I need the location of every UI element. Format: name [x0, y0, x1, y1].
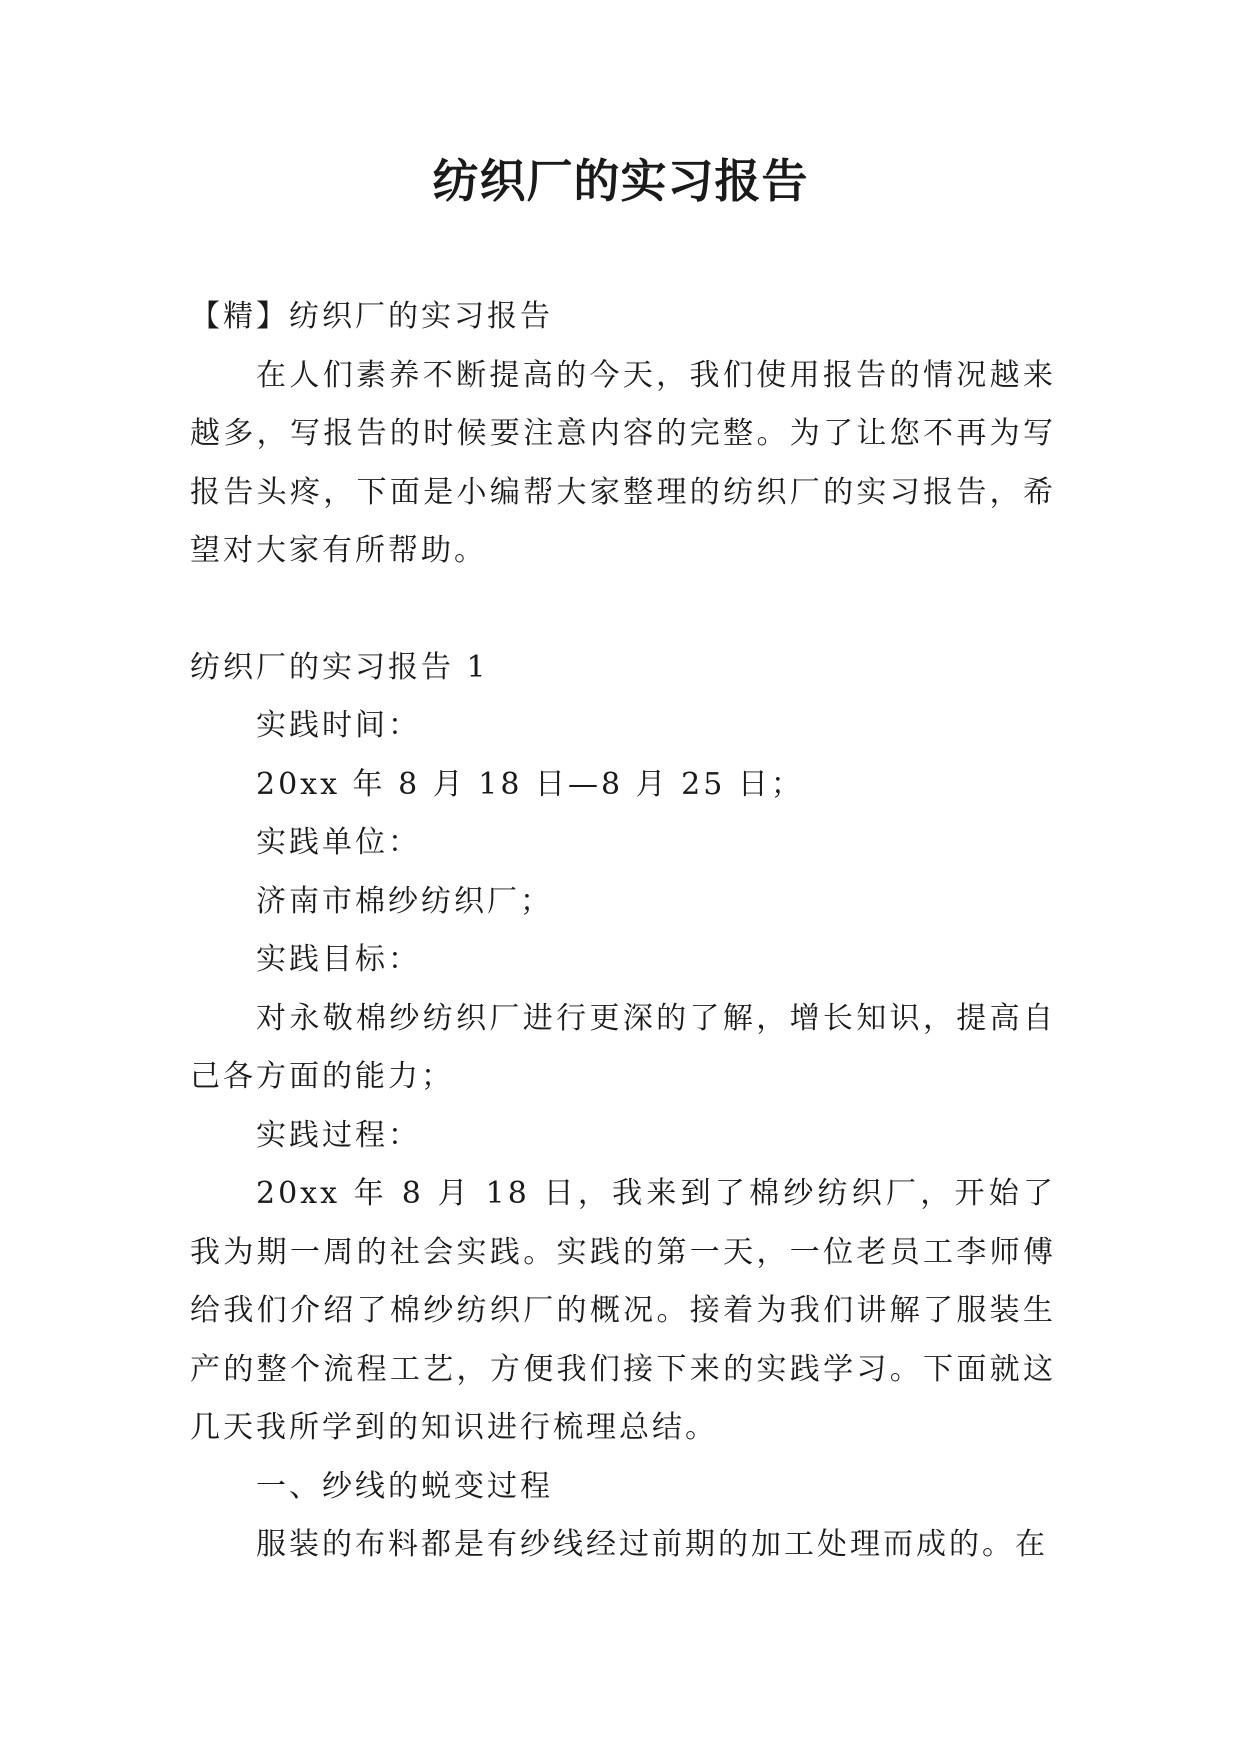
document-subtitle: 【精】纺织厂的实习报告 [190, 299, 553, 334]
part-one-heading: 一、纱线的蜕变过程 [256, 1468, 553, 1504]
section-heading: 纺织厂的实习报告 1 [190, 649, 489, 685]
page-title: 纺织厂的实习报告 [432, 154, 809, 208]
practice-goal-paragraph: 对永敬棉纱纺织厂进行更深的了解，增长知识，提高自己各方面的能力； [190, 1000, 1056, 1094]
practice-process-label: 实践过程： [256, 1117, 421, 1153]
practice-time-value: 20xx 年 8 月 18 日—8 月 25 日； [256, 766, 804, 802]
part-one-paragraph: 服装的布料都是有纱线经过前期的加工处理而成的。在 [256, 1527, 1048, 1562]
practice-goal-label: 实践目标： [256, 942, 421, 977]
practice-process-paragraph: 20xx 年 8 月 18 日，我来到了棉纱纺织厂，开始了我为期一周的社会实践。实践的第一天，一位老员工李师傅给我们介绍了棉纱纺织厂的概况。接着为我们讲解了服装生产的整个流程工艺，方便我们接下来的实践学习。下面就这几天我所学到的知识进行梳理总结。 [190, 1176, 1056, 1445]
paragraph-spacer [190, 581, 1056, 639]
intro-paragraph: 在人们素养不断提高的今天，我们使用报告的情况越来越多，写报告的时候要注意内容的完整。为了让您不再为写报告头疼，下面是小编帮大家整理的纺织厂的实习报告，希望对大家有所帮助。 [190, 357, 1056, 568]
practice-unit-value: 济南市棉纱纺织厂； [256, 883, 553, 919]
practice-unit-label: 实践单位： [256, 825, 421, 860]
document-body [190, 288, 1056, 1575]
practice-time-label: 实践时间： [256, 708, 421, 743]
